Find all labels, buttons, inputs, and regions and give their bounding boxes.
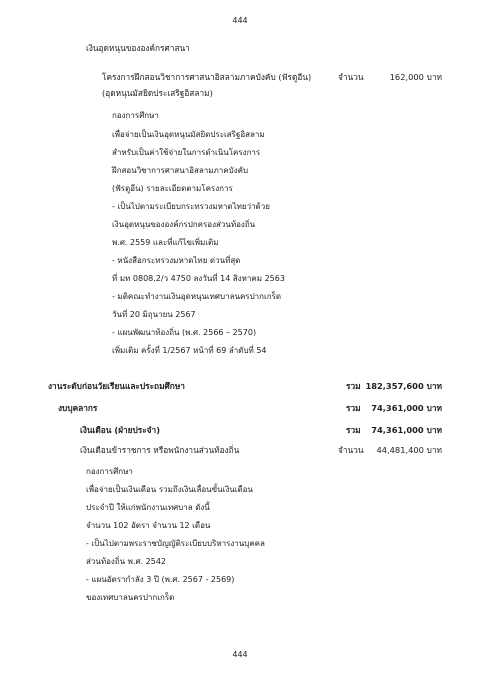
salary-total-label: รวม [346,425,361,435]
budget-title: งบบุคลากร [58,403,98,413]
description-line: - แผนอัตรากำลัง 3 ปี (พ.ศ. 2567 - 2569) [86,575,235,584]
project-subtitle: (อุดหนุนมัสยิดประเสริฐอิสลาม) [102,88,213,98]
description-line: ประจำปี ให้แก่พนักงานเทศบาล ดังนี้ [86,503,210,512]
description-line: กองการศึกษา [86,467,133,476]
description-line: - เป็นไปตามพระราชบัญญัติระเบียบบริหารงานบุคคล [86,539,265,548]
budget-total-label: รวม [346,403,361,413]
description-line: - หนังสือกระทรวงมหาดไทย ด่วนที่สุด [112,256,241,265]
description-line: เพิ่มเติม ครั้งที่ 1/2567 หน้าที่ 69 ลำดับที่ 54 [112,346,267,355]
description-line: เพื่อจ่ายเป็นเงินเดือน รวมถึงเงินเลื่อนขั้นเงินเดือน [86,485,253,494]
section-heading: เงินอุดหนุนขององค์กรศาสนา [86,43,190,53]
project-amount-label: จำนวน [338,72,364,82]
description-line: ส่วนท้องถิ่น พ.ศ. 2542 [86,557,167,566]
description-line: - เป็นไปตามระเบียบกระทรวงมหาดไทยว่าด้วย [112,202,270,211]
budget-total-amount: 74,361,000 บาท [371,403,442,413]
page-number-top: 444 [232,16,248,25]
program-title: งานระดับก่อนวัยเรียนและประถมศึกษา [48,381,185,391]
description-line: จำนวน 102 อัตรา จำนวน 12 เดือน [86,521,211,530]
description-line: ของเทศบาลนครปากเกร็ด [86,593,175,602]
description-line: ฝึกสอนวิชาการศาสนาอิสลามภาคบังคับ [112,166,249,175]
description-line: ที่ มท 0808.2/ว 4750 ลงวันที่ 14 สิงหาคม 2563 [112,274,285,283]
description-line: (ฟัรดูอีน) รายละเอียดตามโครงการ [112,184,233,193]
salary-total-amount: 74,361,000 บาท [371,425,442,435]
description-line: - แผนพัฒนาท้องถิ่น (พ.ศ. 2566 – 2570) [112,328,257,337]
item-title: เงินเดือนข้าราชการ หรือพนักงานส่วนท้องถิ่น [80,445,240,455]
description-line: เพื่อจ่ายเป็นเงินอุดหนุนมัสยิดประเสริฐอิสลาม [112,130,265,139]
salary-title: เงินเดือน (ฝ่ายประจำ) [80,425,160,435]
description-line: สำหรับเป็นค่าใช้จ่ายในการดำเนินโครงการ [112,148,261,157]
item-amount: 44,481,400 บาท [376,445,442,455]
description-line: พ.ศ. 2559 และที่แก้ไขเพิ่มเติม [112,238,219,247]
program-total-label: รวม [346,381,361,391]
project-title: โครงการฝึกสอนวิชาการศาสนาอิสลามภาคบังคับ (ฟัรดูอีน) [102,72,312,82]
description-line: เงินอุดหนุนขององค์กรปกครองส่วนท้องถิ่น [112,220,256,229]
page-number-bottom: 444 [232,650,248,659]
item-amount-label: จำนวน [338,445,364,455]
project-amount: 162,000 บาท [389,72,442,82]
description-line: วันที่ 20 มิถุนายน 2567 [112,310,196,319]
description-line: กองการศึกษา [112,111,159,120]
program-total-amount: 182,357,600 บาท [365,381,442,391]
description-line: - มติคณะทำงานเงินอุดหนุนเทศบาลนครปากเกร็ด [112,292,282,301]
